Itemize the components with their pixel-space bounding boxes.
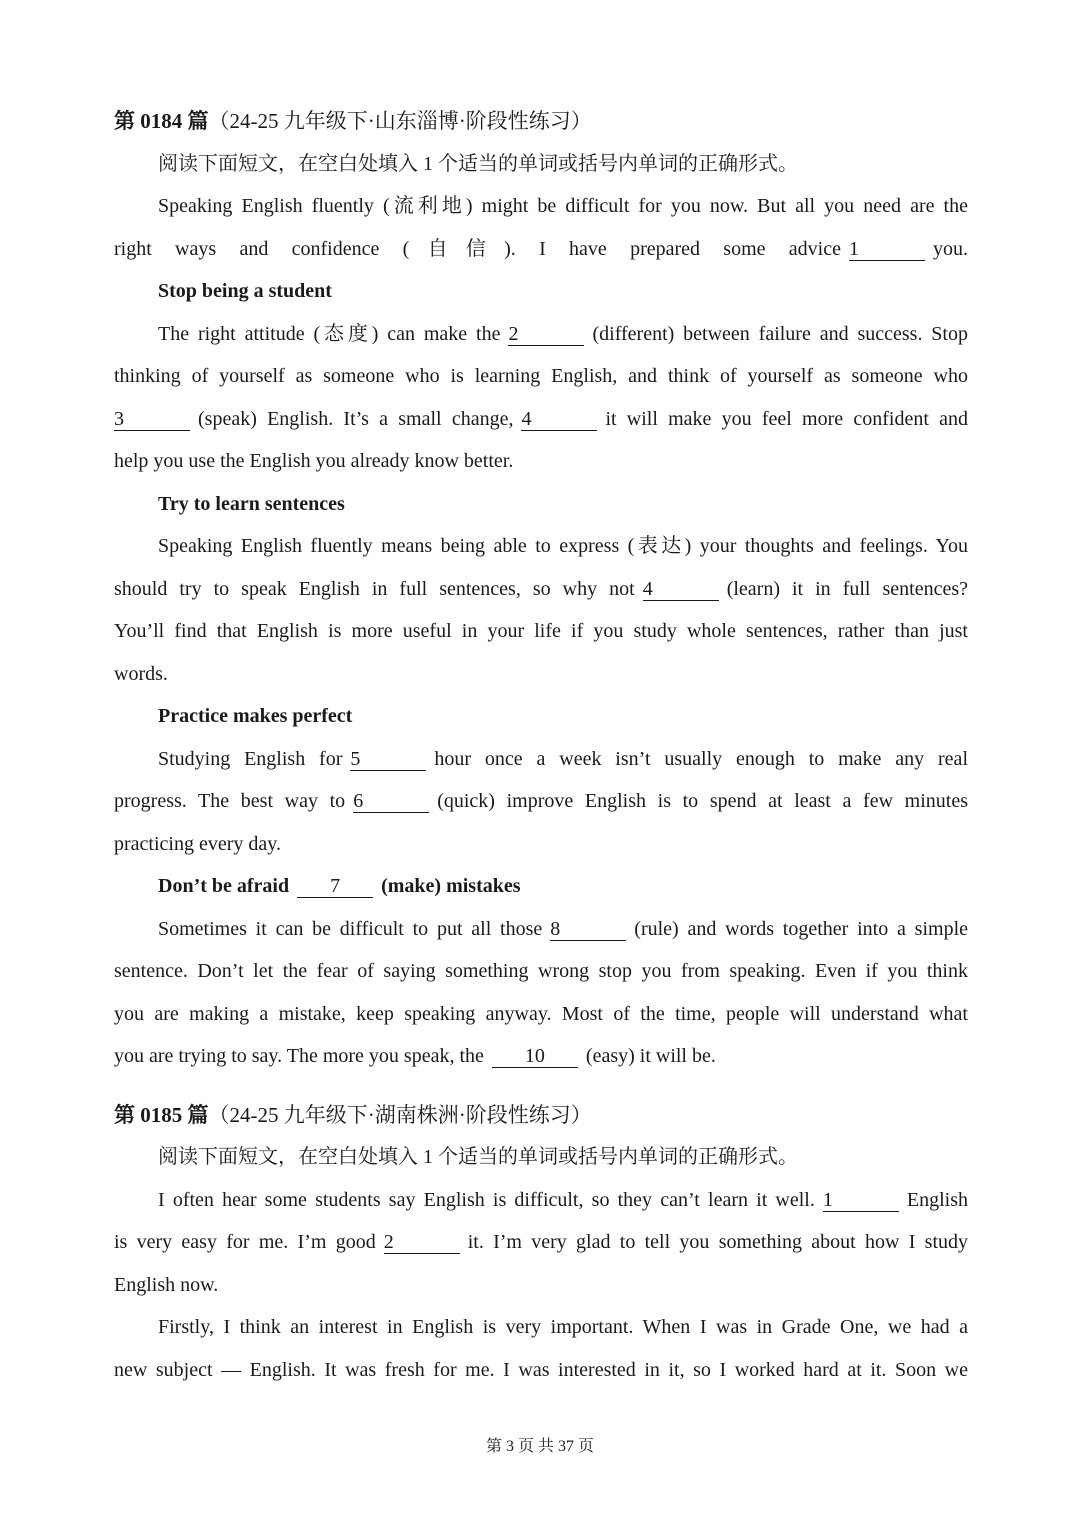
- answer-blank[interactable]: 8: [550, 918, 626, 941]
- subheading: Don’t be afraid 7 (make) mistakes: [158, 875, 521, 897]
- paragraph-line: you are making a mistake, keep speaking anyway. Most of the time, people will understand what: [114, 1002, 968, 1025]
- subheading: Stop being a student: [158, 280, 332, 302]
- paragraph-line: Speaking English fluently means being able to express (表达) your thoughts and feelings. You: [158, 535, 968, 557]
- section-title-0185: 第 0185 篇（24-25 九年级下·湖南株洲·阶段性练习）: [114, 1102, 592, 1127]
- paragraph-line: 3 (speak) English. It’s a small change, 4 it will make you feel more confident and: [114, 407, 968, 430]
- paragraph-line: The right attitude (态度) can make the 2 (different) between failure and success. Stop: [158, 322, 968, 345]
- answer-blank[interactable]: 6: [353, 790, 429, 813]
- answer-blank[interactable]: 1: [849, 238, 925, 261]
- section-title-0184: 第 0184 篇（24-25 九年级下·山东淄博·阶段性练习）: [114, 109, 592, 133]
- answer-blank[interactable]: 2: [384, 1231, 460, 1254]
- page-content: [114, 100, 968, 1391]
- paragraph-line: Firstly, I think an interest in English is very important. When I was in Grade One, we had a: [158, 1316, 968, 1338]
- answer-blank[interactable]: 4: [643, 578, 719, 601]
- paragraph-line: you are trying to say. The more you speak, the 10 (easy) it will be.: [114, 1045, 716, 1067]
- instruction-0184: 阅读下面短文，在空白处填入 1 个适当的单词或括号内单词的正确形式。: [158, 152, 798, 175]
- answer-blank[interactable]: 1: [823, 1189, 899, 1212]
- paragraph-line: I often hear some students say English is difficult, so they can’t learn it well. 1 English: [158, 1188, 968, 1211]
- paragraph-line: thinking of yourself as someone who is learning English, and think of yourself as someone who: [114, 365, 968, 387]
- page-footer: 第 3 页 共 37 页: [485, 1438, 594, 1455]
- paragraph-line: is very easy for me. I’m good 2 it. I’m very glad to tell you something about how I study: [114, 1231, 968, 1253]
- subheading: Try to learn sentences: [158, 492, 345, 515]
- paragraph-line: should try to speak English in full sentences, so why not 4 (learn) it in full sentences?: [114, 577, 968, 600]
- paragraph-line: practicing every day.: [114, 832, 281, 855]
- paragraph-line: right ways and confidence (自信). I have prepared some advice 1 you.: [114, 237, 968, 260]
- paragraph-line: Speaking English fluently (流利地) might be difficult for you now. But all you need are the: [158, 195, 968, 217]
- answer-blank[interactable]: 4: [521, 408, 597, 431]
- paragraph-line: English now.: [114, 1273, 219, 1296]
- answer-blank[interactable]: 7: [297, 875, 373, 898]
- paragraph-line: You’ll find that English is more useful in your life if you study whole sentences, rather than just: [114, 620, 968, 642]
- paragraph-line: progress. The best way to 6 (quick) improve English is to spend at least a few minutes: [114, 790, 968, 812]
- paragraph-line: new subject — English. It was fresh for me. I was interested in it, so I worked hard at it. Soon we: [114, 1358, 968, 1381]
- paragraph-line: words.: [114, 662, 168, 685]
- paragraph-line: help you use the English you already know better.: [114, 450, 514, 472]
- subheading: Practice makes perfect: [158, 705, 353, 727]
- answer-blank[interactable]: 3: [114, 408, 190, 431]
- answer-blank[interactable]: 2: [508, 323, 584, 346]
- paragraph-line: sentence. Don’t let the fear of saying something wrong stop you from speaking. Even if you think: [114, 960, 968, 982]
- instruction-0185: 阅读下面短文，在空白处填入 1 个适当的单词或括号内单词的正确形式。: [158, 1146, 798, 1168]
- answer-blank[interactable]: 5: [350, 748, 426, 771]
- answer-blank[interactable]: 10: [492, 1045, 578, 1068]
- paragraph-line: Studying English for 5 hour once a week isn’t usually enough to make any real: [158, 747, 968, 770]
- paragraph-line: Sometimes it can be difficult to put all those 8 (rule) and words together into a simple: [158, 917, 969, 940]
